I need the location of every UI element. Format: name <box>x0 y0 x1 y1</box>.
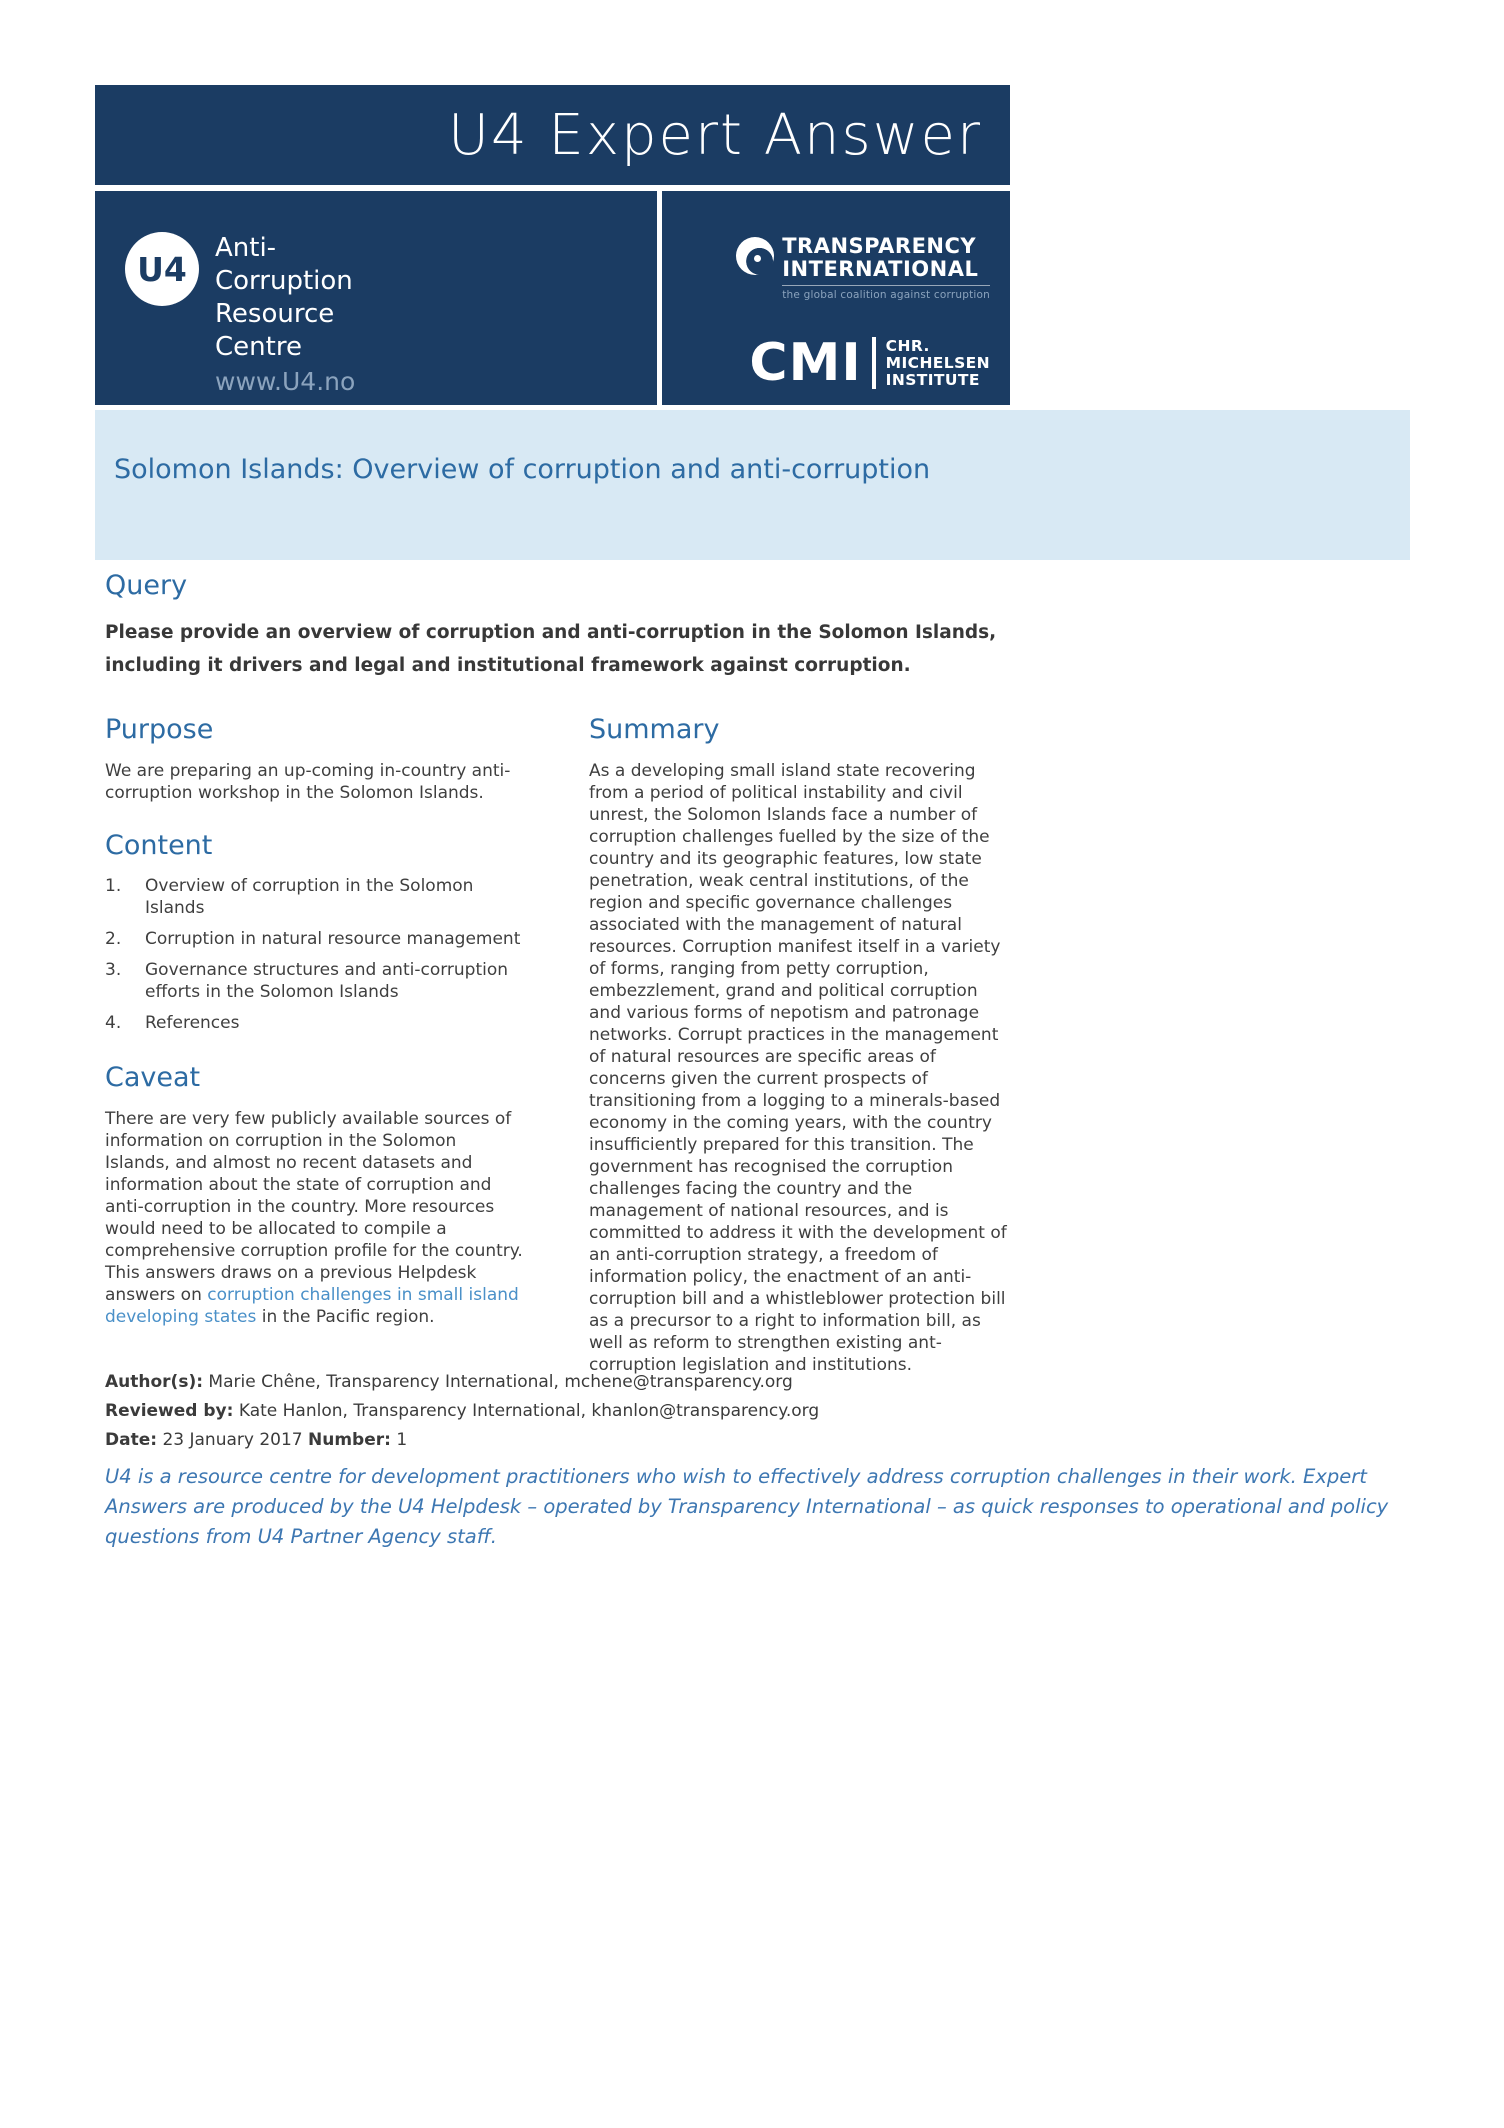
list-item <box>105 875 525 919</box>
cmi-logo <box>749 333 990 393</box>
caveat-text-after-link: in the Pacific region. <box>256 1306 435 1327</box>
summary-heading: Summary <box>589 714 720 746</box>
number-label: Number: <box>308 1430 391 1450</box>
date-value: 23 January 2017 <box>162 1430 303 1450</box>
list-item-number: 1. <box>105 876 122 897</box>
list-item-text: Governance structures and anti-corruption efforts in the Solomon Islands <box>145 960 509 1003</box>
disclaimer-text: U4 is a resource centre for development practitioners who wish to effectively address corruption challenges in their work. Expert Answers are produced by the U4 Helpdesk – operated by Transparency International – as quick responses to operational and policy questions from U4 Partner Agency staff. <box>105 1465 1389 1548</box>
query-heading: Query <box>105 570 188 601</box>
purpose-heading: Purpose <box>105 714 214 746</box>
document-meta <box>105 1368 819 1455</box>
reviewed-line <box>105 1397 819 1426</box>
two-column-layout <box>105 714 1405 1375</box>
reviewed-label: Reviewed by: <box>105 1401 234 1421</box>
caveat-text-before-link: There are very few publicly available sources of information on corruption in the Solomon Islands, and almost no recent datasets and information about the state of corruption and anti-corruption in the country. More resources would need to be allocated to compile a comprehensive corruption profile for the country. This answers draws on a previous Helpdesk answers on <box>105 1108 523 1305</box>
cmi-name-line-3: INSTITUTE <box>885 370 980 389</box>
list-item-number: 4. <box>105 1013 122 1034</box>
list-item-number: 3. <box>105 960 122 981</box>
caveat-link[interactable]: corruption challenges in small island developing states <box>105 1284 519 1327</box>
header-banner <box>95 85 1010 185</box>
cmi-name <box>886 338 990 389</box>
summary-text: As a developing small island state recovering from a period of political instability and civil unrest, the Solomon Islands face a number of corruption challenges fuelled by the size of the country and its geographic features, low state penetration, weak central institutions, of the region and specific governance challenges associated with the management of natural resources. Corruption manifest itself in a variety of forms, ranging from petty corruption, embezzlement, grand and political corruption and various forms of nepotism and patronage networks. Corrupt practices in the management of natural resources are specific areas of concerns given the current prospects of transitioning from a logging to a minerals-based economy in the coming years, with the country insufficiently prepared for this transition. The government has recognised the corruption challenges facing the country and the management of national resources, and is committed to address it with the development of an anti-corruption strategy, a freedom of information policy, the enactment of an anti-corruption bill and a whistleblower protection bill as a precursor to a right to information bill, as well as reform to strengthen existing ant-corruption legislation and institutions. <box>589 760 1007 1375</box>
query-text: Please provide an overview of corruption and anti-corruption in the Solomon Islands, including it drivers and legal and institutional framework against corruption. <box>105 622 997 677</box>
u4-wordmark-line-3: Resource <box>215 299 335 329</box>
cmi-divider <box>872 337 876 389</box>
ti-globe-icon <box>736 237 774 275</box>
cmi-abbr: CMI <box>749 333 862 393</box>
right-column <box>589 714 1014 1375</box>
authors-line <box>105 1368 819 1397</box>
list-item-text: Corruption in natural resource management <box>145 929 521 950</box>
number-value: 1 <box>396 1430 408 1450</box>
list-item <box>105 928 525 950</box>
content-list <box>105 875 525 1034</box>
authors-label: Author(s): <box>105 1372 204 1392</box>
cmi-name-line-2: MICHELSEN <box>885 353 990 372</box>
list-item <box>105 959 525 1003</box>
main-content <box>105 570 1405 1376</box>
document-title: Solomon Islands: Overview of corruption and anti-corruption <box>114 454 931 485</box>
title-banner <box>95 410 1410 560</box>
content-heading: Content <box>105 829 213 861</box>
u4-wordmark-line-2: Corruption <box>215 266 353 296</box>
ti-tagline: the global coalition against corruption <box>782 285 990 301</box>
ti-name-line-1: TRANSPARENCY <box>782 234 977 258</box>
u4-website: www.U4.no <box>215 367 356 396</box>
date-number-line <box>105 1426 819 1455</box>
list-item-text: Overview of corruption in the Solomon Islands <box>145 876 474 919</box>
left-column <box>105 714 525 1375</box>
purpose-text: We are preparing an up-coming in-country anti-corruption workshop in the Solomon Islands. <box>105 760 511 803</box>
list-item <box>105 1012 525 1034</box>
partner-logo-panel <box>662 191 1010 405</box>
list-item-text: References <box>145 1013 240 1034</box>
list-item-number: 2. <box>105 929 122 950</box>
cmi-name-line-1: CHR. <box>885 336 930 355</box>
authors-value: Marie Chêne, Transparency International, mchene@transparency.org <box>208 1372 793 1392</box>
transparency-international-logo <box>736 235 990 301</box>
u4-wordmark-line-1: Anti- <box>215 233 277 263</box>
reviewed-value: Kate Hanlon, Transparency International, khanlon@transparency.org <box>238 1401 820 1421</box>
logo-band <box>95 191 1010 405</box>
u4-wordmark <box>215 232 355 396</box>
caveat-heading: Caveat <box>105 1062 201 1094</box>
u4-wordmark-line-4: Centre <box>215 332 302 362</box>
banner-title: U4 Expert Answer <box>448 102 982 168</box>
ti-name-line-2: INTERNATIONAL <box>782 257 979 281</box>
date-label: Date: <box>105 1430 158 1450</box>
caveat-text <box>105 1108 525 1328</box>
u4-logo-icon: U4 <box>125 232 199 306</box>
u4-logo-panel <box>95 191 657 405</box>
